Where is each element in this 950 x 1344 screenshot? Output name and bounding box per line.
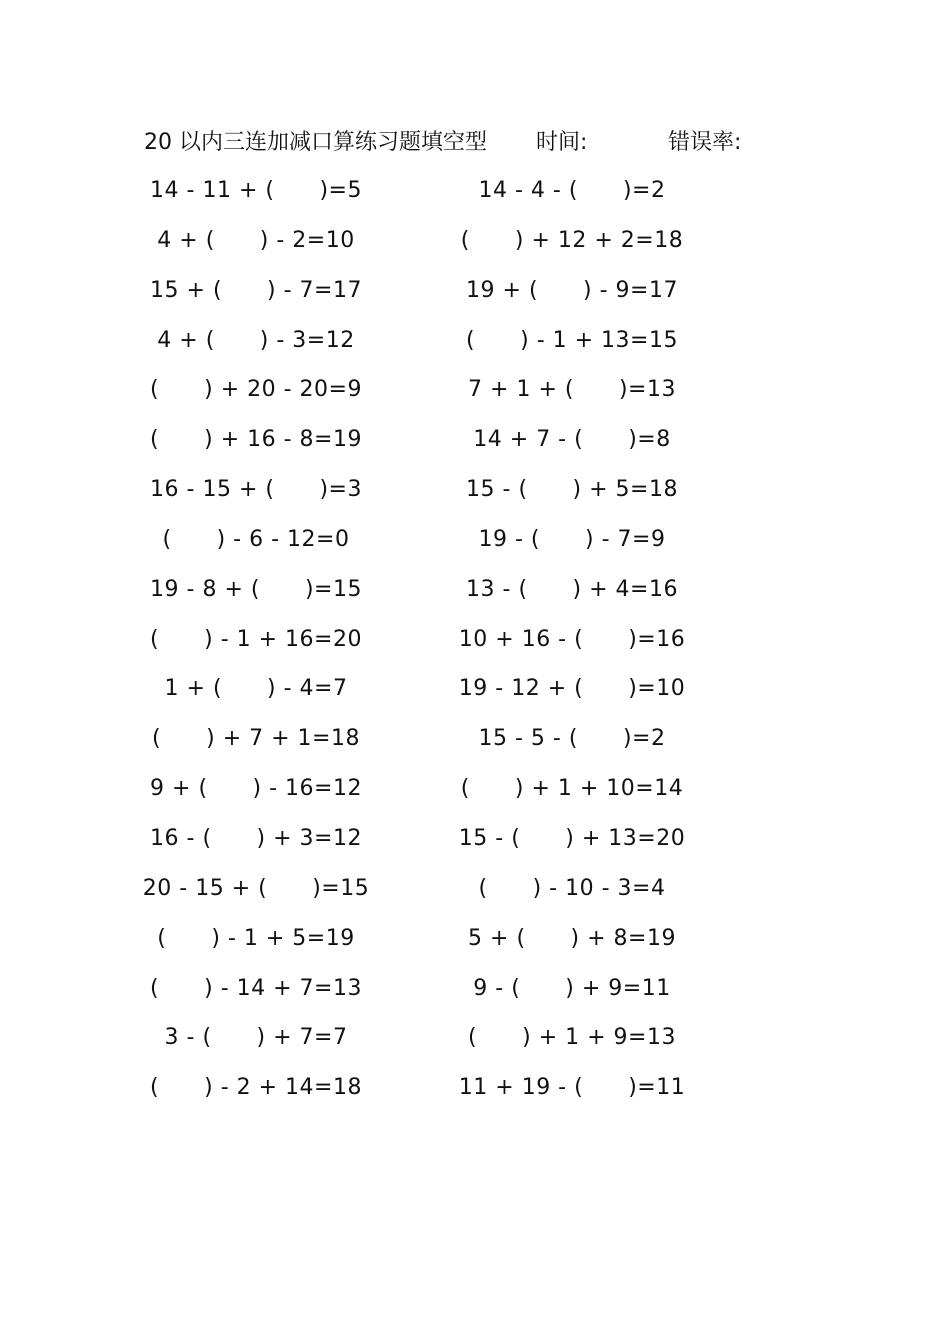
problem-row bbox=[0, 465, 950, 515]
problem-right: 13 - ( ) + 4=16 bbox=[466, 576, 678, 602]
problem-row bbox=[0, 515, 950, 565]
problem-right: ( ) - 10 - 3=4 bbox=[478, 875, 666, 901]
problem-left: ( ) - 6 - 12=0 bbox=[162, 526, 350, 552]
problem-row bbox=[0, 415, 950, 465]
problem-right: 9 - ( ) + 9=11 bbox=[473, 975, 671, 1001]
problem-row bbox=[0, 1063, 950, 1113]
worksheet-title: 20 以内三连加减口算练习题填空型 bbox=[144, 130, 487, 155]
problem-right: ( ) - 1 + 13=15 bbox=[466, 327, 678, 353]
problem-row bbox=[0, 266, 950, 316]
problem-row bbox=[0, 914, 950, 964]
problem-right: 19 - 12 + ( )=10 bbox=[458, 676, 686, 702]
problem-right: ( ) + 1 + 9=13 bbox=[468, 1025, 676, 1051]
problem-right: 15 - ( ) + 13=20 bbox=[458, 825, 686, 851]
problem-left: 15 + ( ) - 7=17 bbox=[150, 277, 362, 303]
problem-left: ( ) - 14 + 7=13 bbox=[150, 975, 362, 1001]
problem-left: 4 + ( ) - 2=10 bbox=[157, 227, 355, 253]
worksheet-header bbox=[144, 126, 784, 160]
problem-right: 10 + 16 - ( )=16 bbox=[458, 626, 686, 652]
error-rate-label: 错误率: bbox=[668, 130, 742, 155]
problem-right: 7 + 1 + ( )=13 bbox=[468, 377, 676, 403]
problem-row bbox=[0, 764, 950, 814]
problem-left: ( ) - 1 + 16=20 bbox=[150, 626, 362, 652]
problem-left: 3 - ( ) + 7=7 bbox=[164, 1025, 348, 1051]
problem-row bbox=[0, 664, 950, 714]
problem-right: 15 - ( ) + 5=18 bbox=[466, 477, 678, 503]
problem-right: 11 + 19 - ( )=11 bbox=[458, 1075, 686, 1101]
problem-left: 9 + ( ) - 16=12 bbox=[150, 776, 362, 802]
problem-right: 15 - 5 - ( )=2 bbox=[478, 726, 666, 752]
problem-left: 1 + ( ) - 4=7 bbox=[164, 676, 348, 702]
problem-left: 16 - 15 + ( )=3 bbox=[150, 477, 362, 503]
problem-row bbox=[0, 615, 950, 665]
problem-right: ( ) + 1 + 10=14 bbox=[460, 776, 684, 802]
problem-left: ( ) + 16 - 8=19 bbox=[150, 427, 362, 453]
problem-right: 14 - 4 - ( )=2 bbox=[478, 178, 666, 203]
problem-row bbox=[0, 565, 950, 615]
problem-row bbox=[0, 166, 950, 216]
problem-left: ( ) + 7 + 1=18 bbox=[152, 726, 360, 752]
problem-row bbox=[0, 714, 950, 764]
problem-right: ( ) + 12 + 2=18 bbox=[460, 227, 684, 253]
problem-left: ( ) - 2 + 14=18 bbox=[150, 1075, 362, 1101]
problem-left: 4 + ( ) - 3=12 bbox=[157, 327, 355, 353]
problem-left: ( ) - 1 + 5=19 bbox=[157, 925, 355, 951]
problem-right: 19 + ( ) - 9=17 bbox=[466, 277, 678, 303]
problem-row bbox=[0, 216, 950, 266]
problem-left: 14 - 11 + ( )=5 bbox=[150, 178, 362, 203]
problem-left: 16 - ( ) + 3=12 bbox=[150, 825, 362, 851]
problem-row bbox=[0, 964, 950, 1014]
problem-left: ( ) + 20 - 20=9 bbox=[150, 377, 362, 403]
problem-right: 5 + ( ) + 8=19 bbox=[468, 925, 676, 951]
problem-row bbox=[0, 864, 950, 914]
problem-row bbox=[0, 316, 950, 366]
problem-list bbox=[0, 166, 950, 1113]
time-label: 时间: bbox=[536, 130, 588, 155]
problem-right: 19 - ( ) - 7=9 bbox=[478, 526, 666, 552]
problem-left: 20 - 15 + ( )=15 bbox=[142, 875, 370, 901]
problem-right: 14 + 7 - ( )=8 bbox=[473, 427, 671, 453]
problem-left: 19 - 8 + ( )=15 bbox=[150, 576, 362, 602]
problem-row bbox=[0, 1013, 950, 1063]
problem-row bbox=[0, 814, 950, 864]
problem-row bbox=[0, 365, 950, 415]
